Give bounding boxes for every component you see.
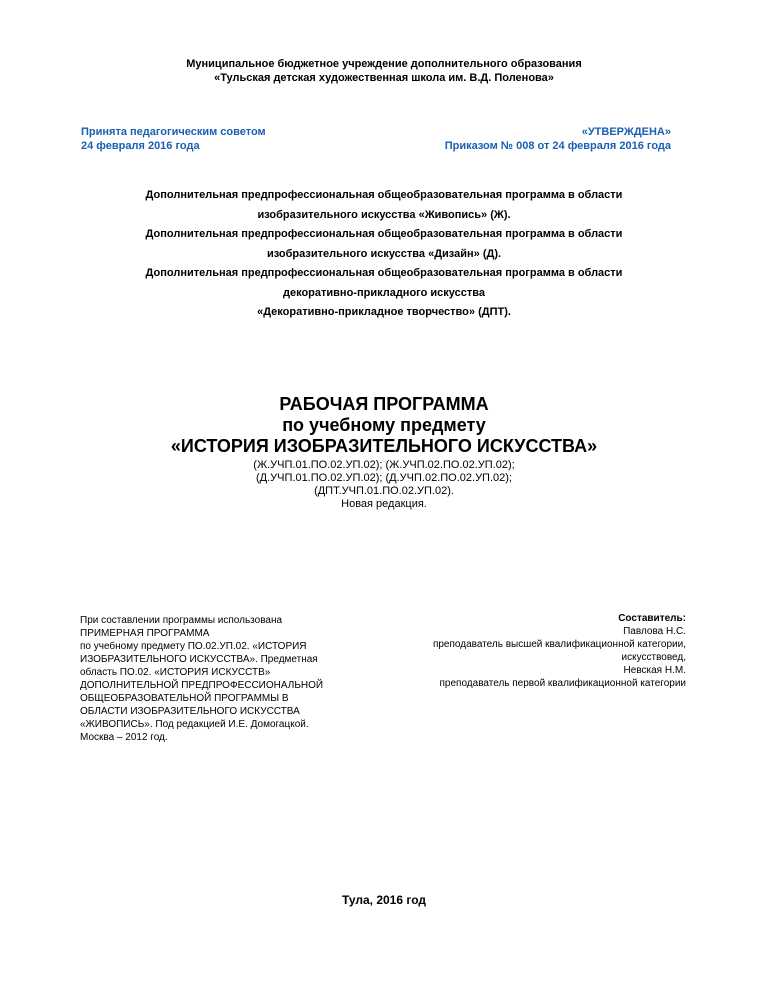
- approval-order: [445, 125, 671, 153]
- program-line: «Декоративно-прикладное творчество» (ДПТ).: [257, 306, 511, 318]
- source-note-line: область ПО.02. «ИСТОРИЯ ИСКУССТВ»: [80, 667, 271, 678]
- council-acceptance: [81, 125, 266, 153]
- document-title: [0, 394, 768, 457]
- institution-line-2: «Тульская детская художественная школа им. В.Д. Поленова»: [214, 72, 554, 84]
- program-line: Дополнительная предпрофессиональная общеобразовательная программа в области: [145, 189, 623, 201]
- institution-header: [0, 57, 768, 85]
- compiler-line: Павлова Н.С.: [623, 626, 686, 637]
- compiler-block: [366, 612, 686, 690]
- approval-label: «УТВЕРЖДЕНА»: [581, 126, 671, 138]
- compiler-line: искусствовед,: [621, 652, 686, 663]
- program-line: Дополнительная предпрофессиональная общеобразовательная программа в области: [145, 267, 623, 279]
- program-list: [0, 186, 768, 323]
- title-line-2: по учебному предмету: [282, 415, 486, 435]
- place-year-footer: [0, 893, 768, 907]
- code-line: (ДПТ.УЧП.01.ПО.02.УП.02).: [314, 485, 454, 497]
- source-note-line: Москва – 2012 год.: [80, 732, 168, 743]
- approval-order-number: Приказом № 008 от 24 февраля 2016 года: [444, 140, 671, 152]
- program-line: Дополнительная предпрофессиональная общеобразовательная программа в области: [145, 228, 623, 240]
- source-note-line: ОБЛАСТИ ИЗОБРАЗИТЕЛЬНОГО ИСКУССТВА: [80, 706, 300, 717]
- source-note-line: ПРИМЕРНАЯ ПРОГРАММА: [80, 628, 210, 639]
- compiler-line: Невская Н.М.: [623, 665, 686, 676]
- title-line-1: РАБОЧАЯ ПРОГРАММА: [279, 394, 489, 414]
- code-line: (Ж.УЧП.01.ПО.02.УП.02); (Ж.УЧП.02.ПО.02.УП.02);: [253, 459, 515, 471]
- source-note-line: «ЖИВОПИСЬ». Под редакцией И.Е. Домогацкой.: [80, 719, 309, 730]
- source-note-line: При составлении программы использована: [80, 615, 283, 626]
- compiler-line: преподаватель первой квалификационной категории: [439, 678, 686, 689]
- title-line-3: «ИСТОРИЯ ИЗОБРАЗИТЕЛЬНОГО ИСКУССТВА»: [170, 436, 598, 456]
- source-program-note: [80, 614, 380, 744]
- curriculum-codes: [0, 459, 768, 511]
- code-line: (Д.УЧП.01.ПО.02.УП.02); (Д.УЧП.02.ПО.02.УП.02);: [256, 472, 512, 484]
- compiler-label: Составитель:: [618, 613, 686, 624]
- compiler-line: преподаватель высшей квалификационной категории,: [432, 639, 686, 650]
- council-acceptance-line-1: Принята педагогическим советом: [81, 126, 266, 138]
- program-line: изобразительного искусства «Дизайн» (Д).: [266, 247, 502, 260]
- council-acceptance-date: 24 февраля 2016 года: [81, 140, 200, 152]
- program-line: изобразительного искусства «Живопись» (Ж).: [257, 208, 511, 221]
- place-year: Тула, 2016 год: [341, 893, 426, 907]
- source-note-line: ДОПОЛНИТЕЛЬНОЙ ПРЕДПРОФЕССИОНАЛЬНОЙ: [80, 680, 324, 691]
- program-line: декоративно-прикладного искусства: [283, 286, 485, 299]
- institution-line-1: Муниципальное бюджетное учреждение дополнительного образования: [186, 58, 582, 70]
- source-note-line: ОБЩЕОБРАЗОВАТЕЛЬНОЙ ПРОГРАММЫ В: [80, 693, 289, 704]
- source-note-line: ИЗОБРАЗИТЕЛЬНОГО ИСКУССТВА». Предметная: [80, 654, 318, 665]
- edition-note: Новая редакция.: [341, 498, 427, 510]
- source-note-line: по учебному предмету ПО.02.УП.02. «ИСТОРИЯ: [80, 641, 307, 652]
